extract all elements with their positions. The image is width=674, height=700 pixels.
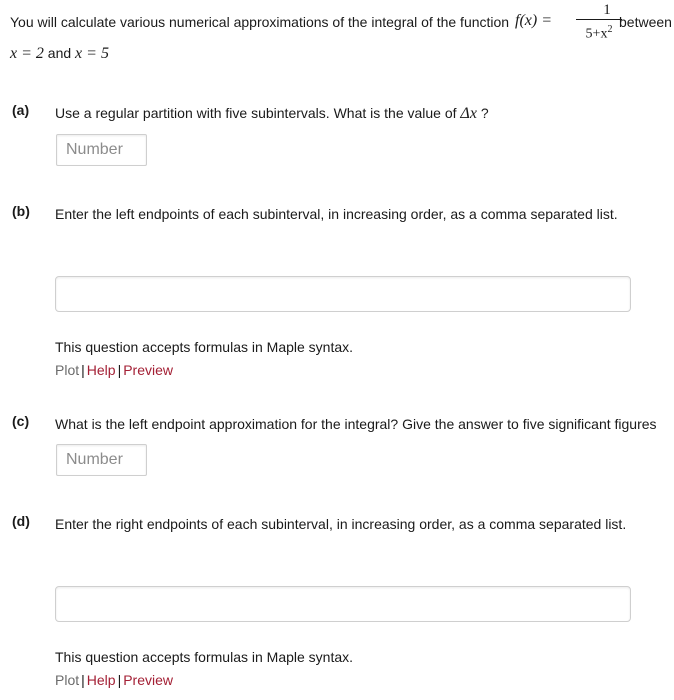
link-separator: | xyxy=(117,672,122,688)
link-separator: | xyxy=(117,362,122,378)
part-b-maple-note: This question accepts formulas in Maple syntax. xyxy=(55,339,354,355)
interval-bounds xyxy=(10,45,109,63)
part-b-plot-link[interactable]: Plot xyxy=(55,362,80,378)
part-b-label: (b) xyxy=(12,203,30,219)
fraction-denominator xyxy=(576,22,622,43)
part-d-question: Enter the right endpoints of each subinterval, in increasing order, as a comma separated list. xyxy=(55,516,627,532)
part-d-label: (d) xyxy=(12,513,30,529)
part-a-question-mark: ? xyxy=(480,105,489,121)
question-intro xyxy=(10,2,672,44)
denominator-base: 5+x xyxy=(585,26,608,42)
part-d-answer-input[interactable] xyxy=(55,586,631,622)
part-b-preview-link[interactable]: Preview xyxy=(123,362,173,378)
part-b-help-link[interactable]: Help xyxy=(86,362,116,378)
part-d-plot-link[interactable]: Plot xyxy=(55,672,80,688)
part-a-number-input[interactable] xyxy=(56,134,147,166)
function-fraction xyxy=(576,2,622,43)
fraction-bar xyxy=(576,19,622,20)
link-separator: | xyxy=(81,672,85,688)
part-b-answer-input[interactable] xyxy=(55,276,631,312)
part-b-links xyxy=(55,362,173,378)
link-separator: | xyxy=(81,362,85,378)
and-text: and xyxy=(47,45,72,61)
part-d-maple-note: This question accepts formulas in Maple syntax. xyxy=(55,649,354,665)
part-c-question: What is the left endpoint approximation for the integral? Give the answer to five significant figures xyxy=(55,416,657,432)
part-d-links xyxy=(55,672,173,688)
denominator-exponent: 2 xyxy=(607,24,613,35)
function-label: f(x) = xyxy=(515,12,552,29)
intro-text: You will calculate various numerical approximations of the integral of the function xyxy=(10,14,510,30)
part-a-question xyxy=(55,105,489,123)
upper-bound: x = 5 xyxy=(75,45,109,62)
part-a-label: (a) xyxy=(12,102,30,118)
between-text: between xyxy=(619,14,672,30)
part-a-text: Use a regular partition with five subintervals. What is the value of xyxy=(55,105,457,121)
part-c-number-input[interactable] xyxy=(56,444,147,476)
lower-bound: x = 2 xyxy=(10,45,44,62)
delta-x-symbol: Δx xyxy=(460,105,477,122)
part-b-question: Enter the left endpoints of each subinterval, in increasing order, as a comma separated list. xyxy=(55,206,618,222)
part-c-label: (c) xyxy=(12,413,30,429)
fraction-numerator: 1 xyxy=(603,2,611,18)
part-d-help-link[interactable]: Help xyxy=(86,672,116,688)
part-d-preview-link[interactable]: Preview xyxy=(123,672,173,688)
